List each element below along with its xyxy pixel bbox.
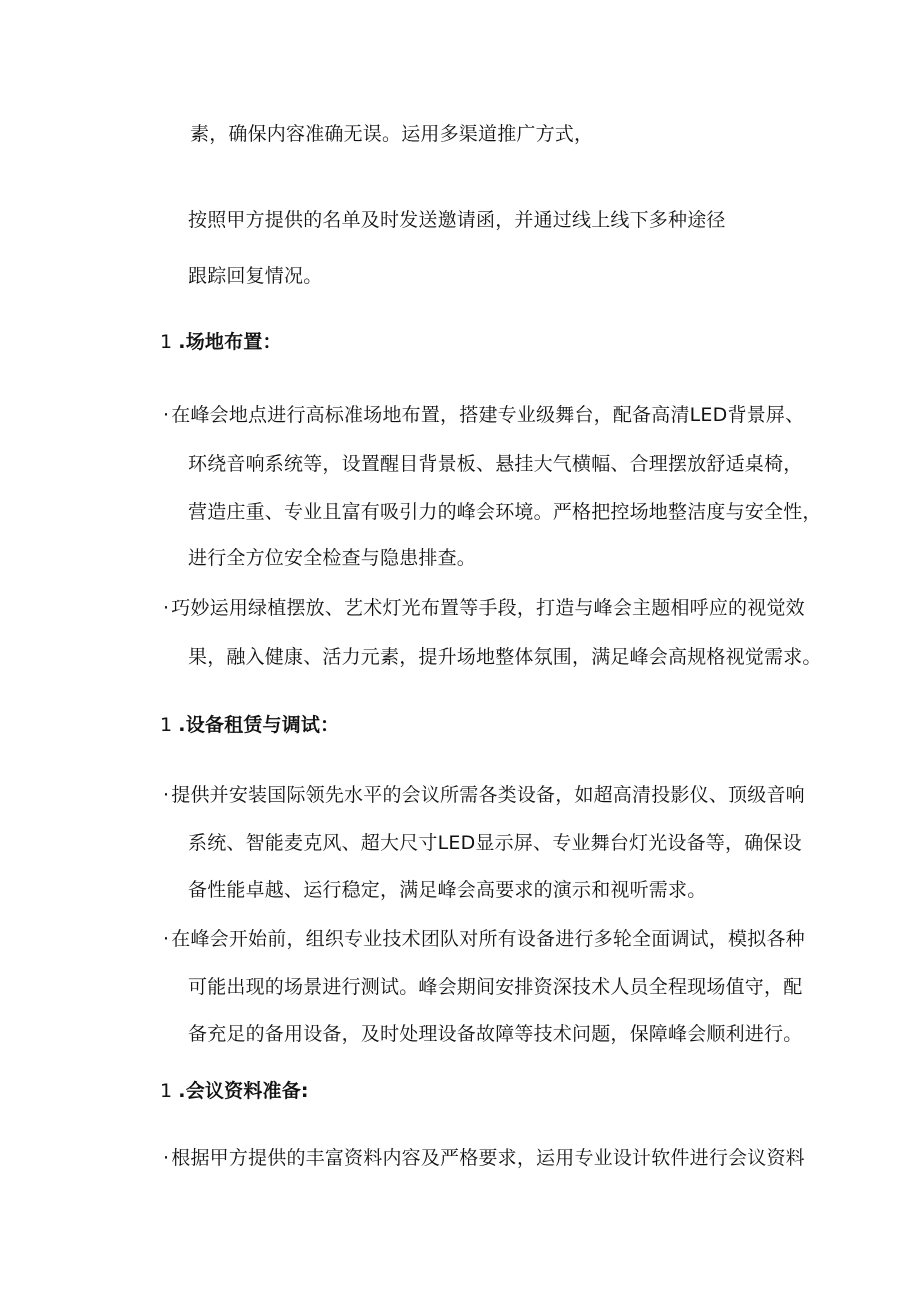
venue-para-1-line-3: 营造庄重、专业且富有吸引力的峰会环境。严格把控场地整洁度与安全性， [188,501,822,523]
equipment-para-2-line-3: 备充足的备用设备，及时处理设备故障等技术问题，保障峰会顺利进行。 [188,1023,803,1045]
equipment-para-1-line-3: 备性能卓越、运行稳定，满足峰会高要求的演示和视听需求。 [188,879,707,901]
section-heading-materials [160,1079,309,1103]
bullet-icon: · [163,597,170,619]
intro-line-3: 跟踪回复情况。 [188,265,323,287]
venue-para-1-line-4: 进行全方位安全检查与隐患排查。 [188,547,477,569]
section-number: 1 [160,714,173,736]
section-number: 1 [160,331,173,353]
section-title: .场地布置： [178,331,282,353]
text: 提供并安装国际领先水平的会议所需各类设备，如超高清投影仪、顶级音响 [171,784,805,806]
text: 在峰会开始前，组织专业技术团队对所有设备进行多轮全面调试，模拟各种 [171,928,805,950]
bullet-icon: · [163,928,170,950]
equipment-para-2-line-2: 可能出现的场景进行测试。峰会期间安排资深技术人员全程现场值守，配 [188,976,803,998]
intro-line-2: 按照甲方提供的名单及时发送邀请函，并通过线上线下多种途径 [188,209,726,231]
bullet-icon: · [163,784,170,806]
text: 根据甲方提供的丰富资料内容及严格要求，运用专业设计软件进行会议资料 [171,1147,805,1169]
venue-para-2-line-1 [163,596,805,620]
bullet-icon: · [163,1147,170,1169]
venue-para-1-line-1 [163,403,804,427]
bullet-icon: · [163,404,170,426]
materials-para-1-line-1 [163,1146,805,1170]
section-number: 1 [160,1080,173,1102]
text: 巧妙运用绿植摆放、艺术灯光布置等手段，打造与峰会主题相呼应的视觉效 [171,597,805,619]
text: 在峰会地点进行高标准场地布置，搭建专业级舞台，配备高清LED背景屏、 [171,404,805,426]
equipment-para-1-line-1 [163,783,805,807]
section-title: .会议资料准备: [178,1080,309,1102]
intro-line-1: 素，确保内容准确无误。运用多渠道推广方式， [190,123,594,145]
section-heading-equipment [160,713,339,737]
venue-para-2-line-2: 果，融入健康、活力元素，提升场地整体氛围，满足峰会高规格视觉需求。 [188,646,822,668]
equipment-para-2-line-1 [163,927,805,951]
equipment-para-1-line-2: 系统、智能麦克风、超大尺寸LED显示屏、专业舞台灯光设备等，确保设 [188,832,802,854]
venue-para-1-line-2: 环绕音响系统等，设置醒目背景板、悬挂大气横幅、合理摆放舒适桌椅， [188,453,803,475]
section-title: .设备租赁与调试： [178,714,340,736]
section-heading-venue [160,330,282,354]
